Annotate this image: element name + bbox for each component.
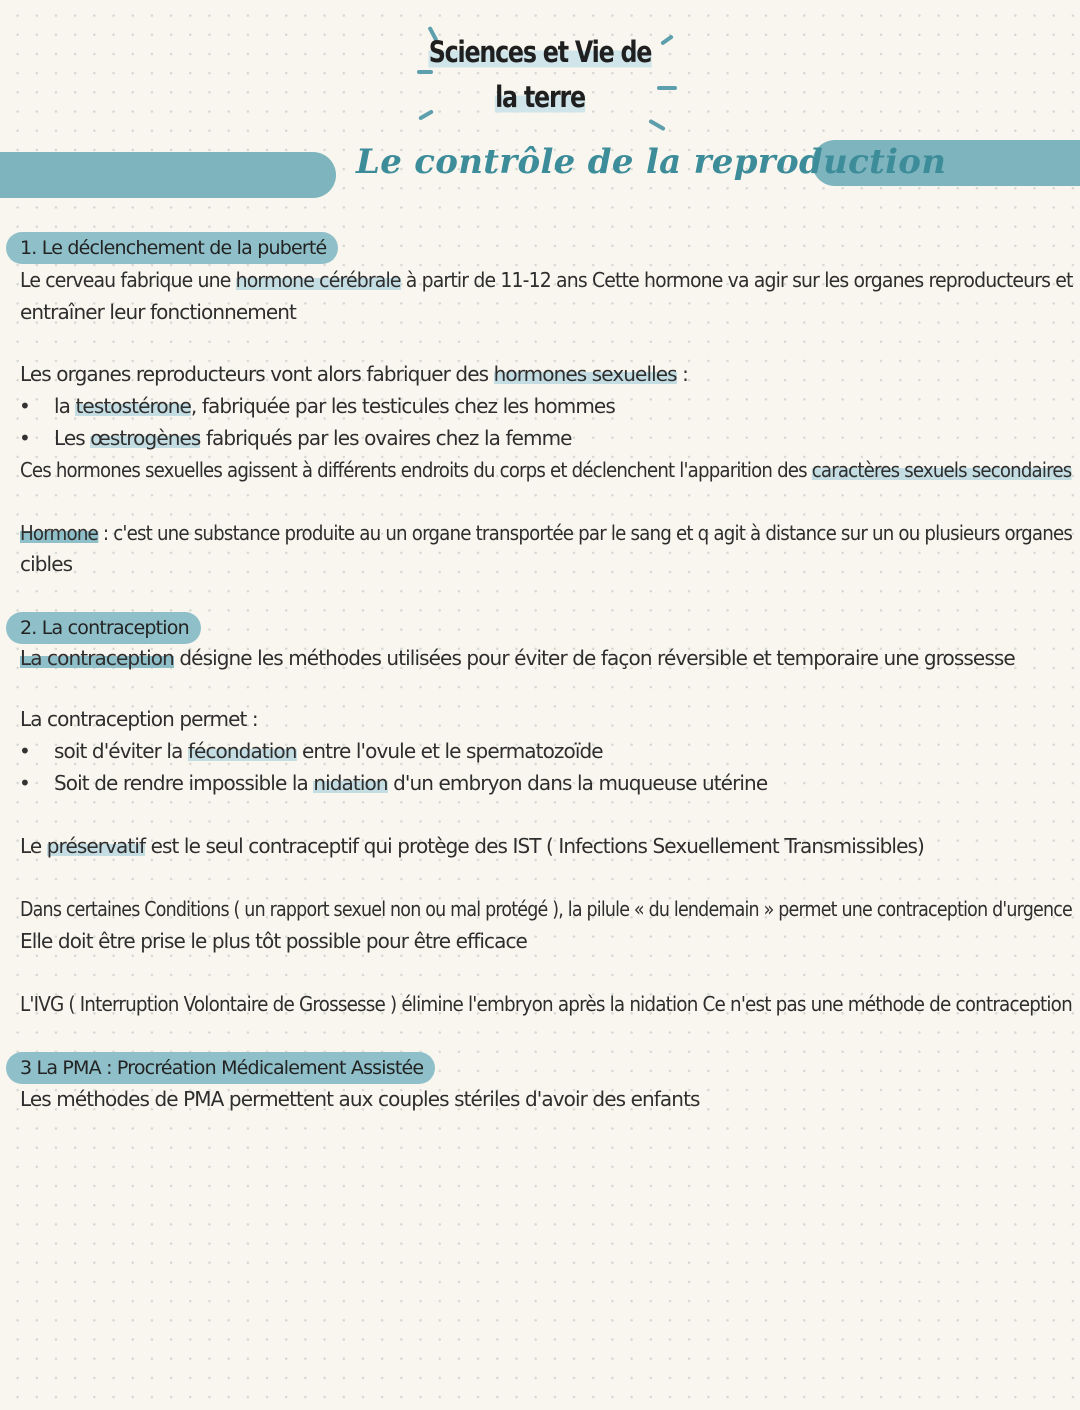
subject-title-line2: la terre [495, 80, 585, 114]
section1-paragraph2: Les organes reproducteurs vont alors fabriquer des hormones sexuelles : [20, 362, 688, 386]
section1-paragraph1-line2: entraîner leur fonctionnement [20, 300, 296, 324]
section1-paragraph1: Le cerveau fabrique une hormone cérébrale à partir de 11-12 ans Cette hormone va agir sur les organes reproducteurs et [20, 268, 1073, 292]
section2-paragraph4: L'IVG ( Interruption Volontaire de Grossesse ) élimine l'embryon après la nidation Ce n'est pas une méthode de contraception [20, 992, 1072, 1016]
section3-paragraph1: Les méthodes de PMA permettent aux couples stériles d'avoir des enfants [20, 1087, 700, 1111]
title-decoration-dash [648, 119, 666, 131]
subject-title-line1: Sciences et Vie de [428, 35, 652, 69]
hormone-definition-line2: cibles [20, 552, 73, 576]
bullet-dot: • [19, 739, 31, 763]
bullet-dot: • [19, 394, 31, 418]
section3-heading: 3 La PMA : Procréation Médicalement Assistée [6, 1052, 435, 1084]
section2-paragraph1: La contraception permet : [20, 707, 258, 731]
left-title-band [0, 152, 336, 198]
section2-heading: 2. La contraception [6, 612, 201, 644]
hormone-definition: Hormone : c'est une substance produite au un organe transportée par le sang et q agit à distance sur un ou plusieurs organes [20, 521, 1073, 545]
section2-paragraph2: Le préservatif est le seul contraceptif qui protège des IST ( Infections Sexuellement Transmissibles) [20, 834, 924, 858]
section1-bullet2: Les œstrogènes fabriqués par les ovaires chez la femme [54, 426, 572, 450]
bullet-dot: • [19, 426, 31, 450]
title-decoration-dash [660, 34, 674, 45]
title-decoration-dash [657, 86, 677, 90]
title-decoration-dash [417, 70, 433, 74]
section1-bullet1: la testostérone, fabriquée par les testicules chez les hommes [54, 394, 615, 418]
section2-bullet1: soit d'éviter la fécondation entre l'ovule et le spermatozoïde [54, 739, 603, 763]
section2-paragraph3: Dans certaines Conditions ( un rapport sexuel non ou mal protégé ), la pilule « du lendemain » permet une contraception d'urgence [20, 897, 1072, 921]
section2-bullet2: Soit de rendre impossible la nidation d'un embryon dans la muqueuse utérine [54, 771, 768, 795]
section2-paragraph3-line2: Elle doit être prise le plus tôt possible pour être efficace [20, 929, 527, 953]
section1-heading: 1. Le déclenchement de la puberté [6, 232, 338, 264]
section1-paragraph3: Ces hormones sexuelles agissent à différents endroits du corps et déclenchent l'apparition des caractères sexuels secondaires [20, 458, 1072, 482]
bullet-dot: • [19, 771, 31, 795]
contraception-definition: La contraception désigne les méthodes utilisées pour éviter de façon réversible et temporaire une grossesse [20, 646, 1015, 670]
main-title: Le contrôle de la reproduction [356, 142, 947, 182]
